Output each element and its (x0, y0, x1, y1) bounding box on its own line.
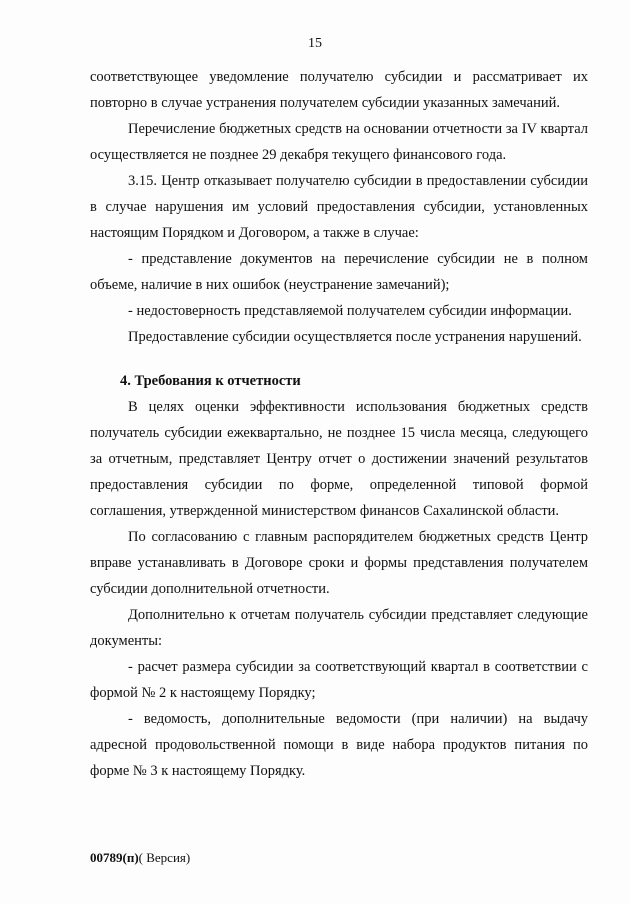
document-footer (90, 850, 190, 866)
footer-version-label: ( Версия) (138, 850, 191, 865)
list-item-subsidy-calculation: - расчет размера субсидии за соответствующий квартал в соответствии с формой № 2 к настоящему Порядку; (90, 659, 588, 701)
list-item-incomplete-documents: - представление документов на перечисление субсидии не в полном объеме, наличие в них ошибок (неустранение замечаний); (90, 251, 588, 293)
paragraph-refusal-clause: 3.15. Центр отказывает получателю субсидии в предоставлении субсидии в случае нарушения им условий предоставления субсидии, установленных настоящим Порядком и Договором, а также в случае: (90, 173, 588, 241)
document-body (90, 64, 588, 784)
paragraph-continuation: соответствующее уведомление получателю субсидии и рассматривает их повторно в случае устранения получателем субсидии указанных замечаний. (90, 69, 588, 111)
paragraph-additional-documents: Дополнительно к отчетам получатель субсидии представляет следующие документы: (90, 607, 588, 649)
paragraph-quarterly-report: В целях оценки эффективности использования бюджетных средств получатель субсидии ежеквартально, не позднее 15 числа месяца, следующего за отчетным, представляет Центру отчет о достижении значений результатов предоставления субсидии по форме, определенной типовой формой соглашения, утвержденной министерством финансов Сахалинской области. (90, 399, 588, 519)
paragraph-transfer-deadline: Перечисление бюджетных средств на основании отчетности за IV квартал осуществляется не позднее 29 декабря текущего финансового года. (90, 121, 588, 163)
footer-document-code: 00789(п) (90, 850, 139, 865)
paragraph-after-remediation: Предоставление субсидии осуществляется после устранения нарушений. (128, 329, 582, 345)
list-item-unreliable-info: - недостоверность представляемой получателем субсидии информации. (128, 303, 572, 319)
section-heading: 4. Требования к отчетности (120, 373, 301, 389)
paragraph-additional-reporting: По согласованию с главным распорядителем бюджетных средств Центр вправе устанавливать в Договоре сроки и формы представления получателем субсидии дополнительной отчетности. (90, 529, 588, 597)
list-item-distribution-statement: - ведомость, дополнительные ведомости (при наличии) на выдачу адресной продовольственной помощи в виде набора продуктов питания по форме № 3 к настоящему Порядку. (90, 711, 588, 779)
page-number: 15 (308, 36, 322, 51)
